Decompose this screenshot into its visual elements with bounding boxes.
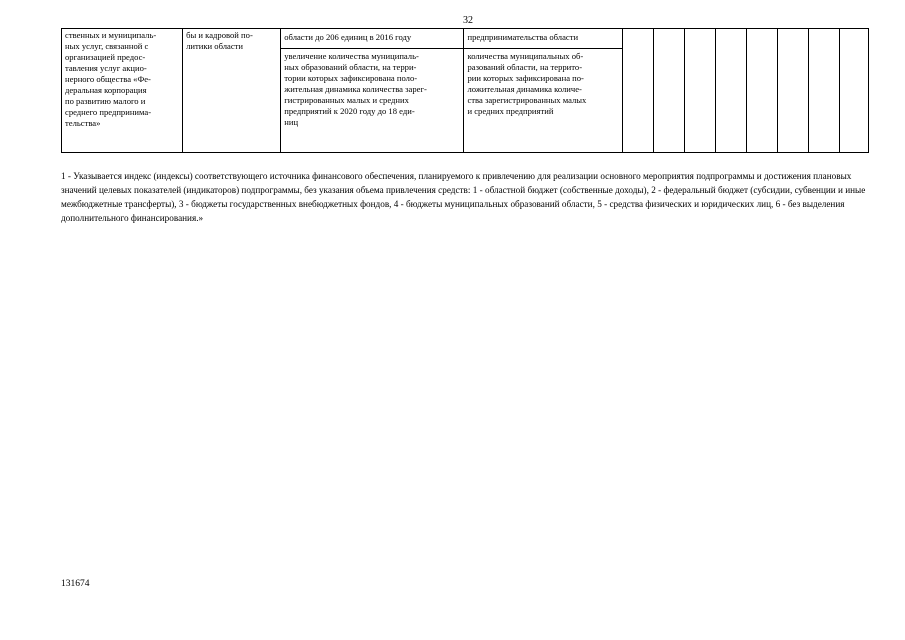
table-cell-empty bbox=[746, 29, 777, 153]
cell-text-bottom: количества муниципальных об- разований области, на террито- рии которых зафиксирована по- ложительная динамика количе- ства зарегистрированных малых и средних предприятий bbox=[467, 51, 587, 116]
cell-text-bottom: увеличение количества муниципаль- ных образований области, на терри- тории которых зафиксирована поло- жительная динамика количества зарег- гистрированных малых и средних предприятий к 2020 году до 18 еди- ниц bbox=[284, 51, 427, 127]
program-table bbox=[61, 28, 869, 153]
cell-text: ственных и муниципаль- ных услуг, связанной с организацией предос- тавления услуг акцио- нерного общества «Фе- деральная корпорация по развитию малого и среднего предпринима- тельства» bbox=[65, 30, 157, 128]
cell-text: бы и кадровой по- литики области bbox=[186, 30, 253, 51]
table-cell-indicators bbox=[281, 29, 464, 153]
table-cell-empty bbox=[777, 29, 808, 153]
table-cell-service-description bbox=[62, 29, 183, 153]
table-cell-empty bbox=[808, 29, 839, 153]
document-code: 131674 bbox=[61, 579, 90, 589]
cell-text-top: предпринимательства области bbox=[464, 29, 621, 49]
table-cell-indicator-names bbox=[464, 29, 622, 153]
table-cell-empty bbox=[839, 29, 868, 153]
table-cell-empty bbox=[653, 29, 684, 153]
table-cell-responsible bbox=[183, 29, 281, 153]
table-cell-empty bbox=[684, 29, 715, 153]
page-number: 32 bbox=[463, 15, 473, 26]
cell-text-top: области до 206 единиц в 2016 году bbox=[281, 29, 463, 49]
table-row bbox=[62, 29, 869, 153]
footnote: 1 - Указывается индекс (индексы) соответствующего источника финансового обеспечения, планируемого к привлечению для реализации основного мероприятия подпрограммы и достижения плановых значений целевых показателей (индикаторов) подпрограммы, без указания объема привлечения средств: 1 - областной бюджет (собственные доходы), 2 - федеральный бюджет (субсидии, субвенции и иные межбюджетные трансферты), 3 - бюджеты государственных внебюджетных фондов, 4 - бюджеты муниципальных образований области, 5 - средства физических и юридических лиц, 6 - без выделения дополнительного финансирования.» bbox=[61, 171, 866, 223]
table-cell-empty bbox=[715, 29, 746, 153]
table-cell-empty bbox=[622, 29, 653, 153]
